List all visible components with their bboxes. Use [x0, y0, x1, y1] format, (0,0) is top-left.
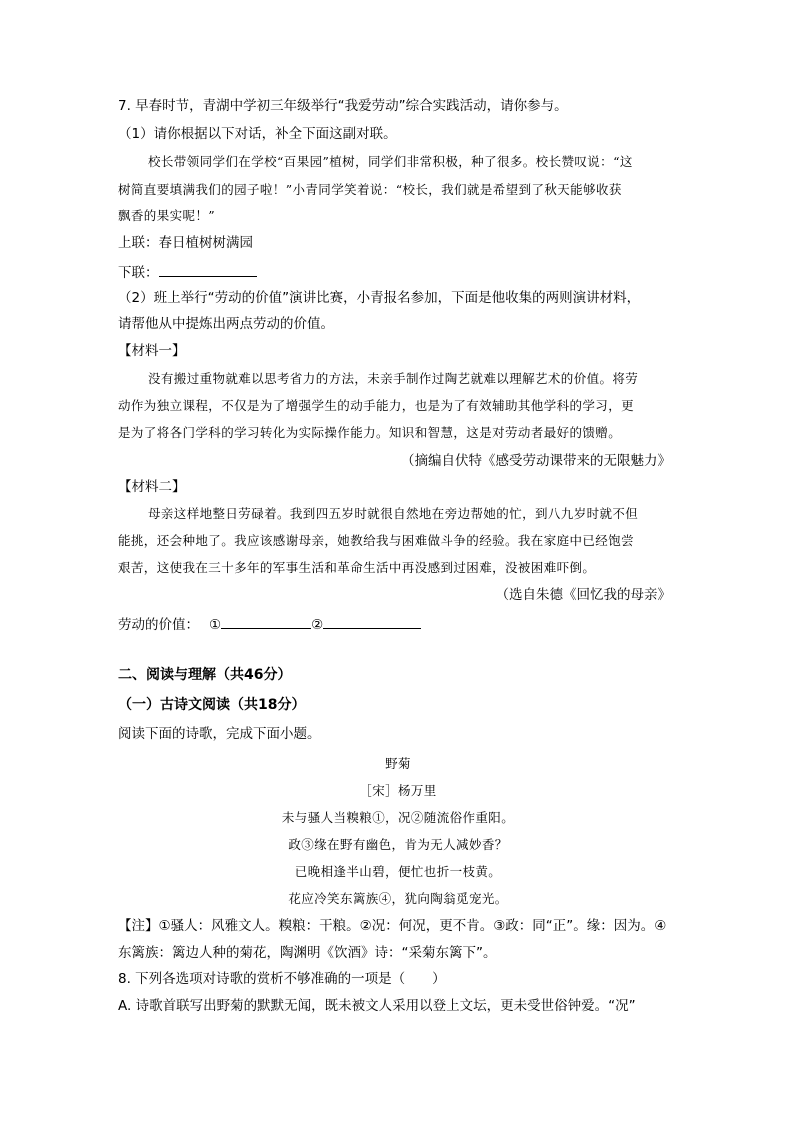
answer-blank-1[interactable] — [221, 613, 311, 629]
material2-line-1: 母亲这样地整日劳碌着。我到四五岁时就很自然地在旁边帮她的忙，到八九岁时就不但 — [148, 506, 639, 521]
material1-source: （摘编自伏特《感受劳动课带来的无限魅力》 — [401, 453, 671, 469]
lower-couplet-blank[interactable] — [159, 261, 257, 277]
material2-source: （选自朱德《回忆我的母亲》 — [495, 587, 671, 603]
poem-line-4: 花应冷笑东篱族④，犹向陶翁觅宠光。 — [288, 891, 508, 906]
lower-couplet-label: 下联： — [118, 265, 159, 281]
material1-line-3: 是为了将各门学科的学习转化为实际操作能力。知识和智慧，这是对劳动者最好的馈赠。 — [118, 425, 622, 440]
material1-title: 【材料一】 — [118, 343, 186, 359]
poem-line-3: 已晚相逢半山碧，便忙也折一枝黄。 — [294, 864, 502, 879]
material1-line-1: 没有搬过重物就难以思考省力的方法，未亲手制作过陶艺就难以理解艺术的价值。将劳 — [148, 371, 639, 386]
material2-title: 【材料二】 — [118, 479, 186, 495]
q8-stem: 8. 下列各选项对诗歌的赏析不够准确的一项是（ ） — [118, 971, 446, 987]
dialogue-line-1: 校长带领同学们在学校“百果园”植树，同学们非常积极，种了很多。校长赞叹说：“这 — [148, 154, 633, 169]
q7-part2-line-1: （2）班上举行“劳动的价值”演讲比赛，小青报名参加，下面是他收集的两则演讲材料， — [118, 290, 641, 306]
q8-option-a[interactable]: A. 诗歌首联写出野菊的默默无闻，既未被文人采用以登上文坛，更未受世俗钟爱。“况” — [118, 998, 636, 1014]
upper-couplet: 上联：春日植树树满园 — [118, 235, 253, 251]
note-line-2: 东篱族：篱边人种的菊花，陶渊明《饮酒》诗：“采菊东篱下”。 — [118, 945, 497, 961]
poem-author: ［宋］杨万里 — [359, 783, 437, 798]
poem-line-1: 未与骚人当糗粮①，况②随流俗作重阳。 — [281, 810, 515, 825]
labor-value-label: 劳动的价值： — [118, 617, 199, 633]
q7-part2-line-2: 请帮他从中提炼出两点劳动的价值。 — [118, 316, 334, 332]
reading-instruction: 阅读下面的诗歌，完成下面小题。 — [118, 726, 321, 742]
material2-line-3: 艰苦，这使我在三十多年的军事生活和革命生活中再没感到过困难，没被困难吓倒。 — [118, 560, 596, 575]
poem-line-2: 政③缘在野有幽色，肯为无人减妙香？ — [288, 837, 508, 852]
note-line-1: 【注】①骚人：风雅文人。糗粮：干粮。②况：何况，更不肯。③政：同“正”。缘：因为。④ — [118, 918, 667, 934]
lower-couplet-row — [118, 261, 257, 283]
dialogue-line-2: 树简直要填满我们的园子啦！”小青同学笑着说：“校长，我们就是希望到了秋天能够收获 — [118, 182, 622, 197]
section2-title: 二、阅读与理解（共46分） — [118, 667, 292, 683]
answer-mark-1: ① — [209, 617, 222, 633]
q7-part1: （1）请你根据以下对话，补全下面这副对联。 — [118, 126, 397, 142]
material1-line-2: 动作为独立课程，不仅是为了增强学生的动手能力，也是为了有效辅助其他学科的学习，更 — [118, 398, 635, 413]
answer-mark-2: ② — [311, 617, 324, 633]
answer-blank-2[interactable] — [323, 613, 421, 629]
material2-line-2: 能挑，还会种地了。我应该感谢母亲，她教给我与困难做斗争的经验。我在家庭中已经饱尝 — [118, 533, 635, 548]
labor-value-row — [118, 613, 421, 635]
q7-intro: 7. 早春时节，青湖中学初三年级举行“我爱劳动”综合实践活动，请你参与。 — [118, 98, 568, 114]
poem-title: 野菊 — [385, 756, 411, 771]
section2-sub1: （一）古诗文阅读（共18分） — [118, 697, 306, 713]
dialogue-line-3: 飘香的果实呢！” — [118, 208, 216, 223]
